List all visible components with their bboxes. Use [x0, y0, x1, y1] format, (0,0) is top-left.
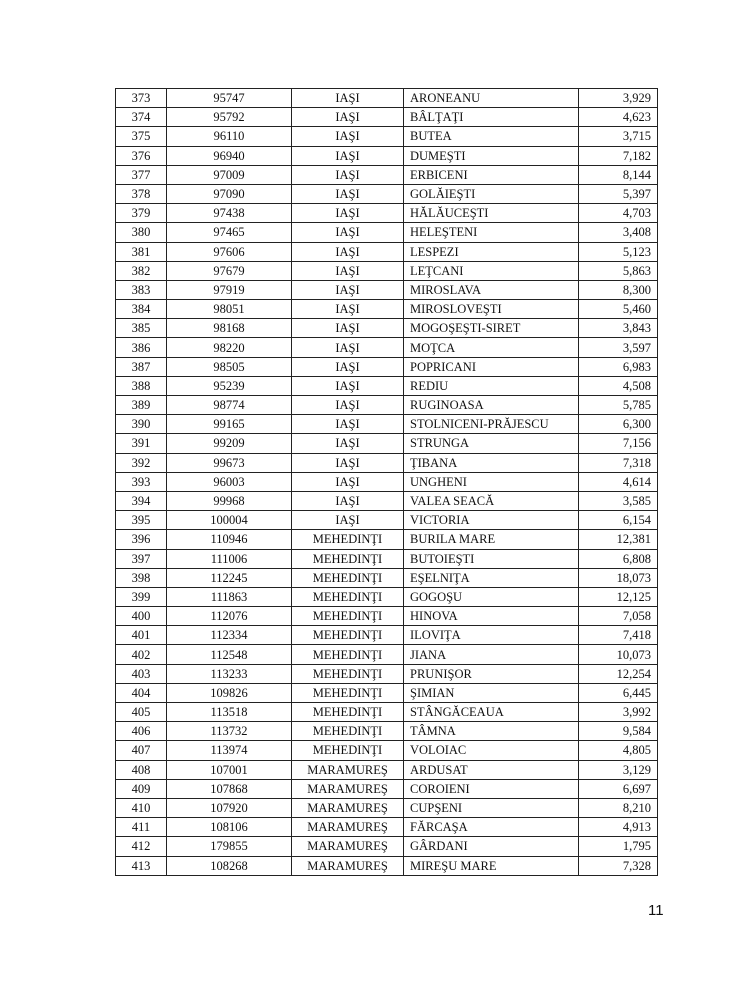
county-cell: MEHEDINŢI — [292, 626, 404, 645]
table-row — [116, 338, 658, 357]
value-cell: 7,318 — [579, 453, 658, 472]
locality-cell: UNGHENI — [404, 472, 579, 491]
row-number-cell: 381 — [116, 242, 167, 261]
value-cell: 12,254 — [579, 664, 658, 683]
table-row — [116, 837, 658, 856]
table-row — [116, 146, 658, 165]
county-cell: MEHEDINŢI — [292, 741, 404, 760]
row-number-cell: 378 — [116, 184, 167, 203]
locality-cell: ERBICENI — [404, 165, 579, 184]
code-cell: 95747 — [167, 89, 292, 108]
value-cell: 12,381 — [579, 530, 658, 549]
code-cell: 113233 — [167, 664, 292, 683]
county-cell: MARAMUREŞ — [292, 798, 404, 817]
locality-cell: GÂRDANI — [404, 837, 579, 856]
locality-cell: EŞELNIŢA — [404, 568, 579, 587]
value-cell: 8,210 — [579, 798, 658, 817]
code-cell: 112076 — [167, 607, 292, 626]
row-number-cell: 398 — [116, 568, 167, 587]
value-cell: 7,182 — [579, 146, 658, 165]
locality-cell: TÂMNA — [404, 722, 579, 741]
table-row — [116, 530, 658, 549]
county-cell: IAŞI — [292, 453, 404, 472]
locality-cell: STRUNGA — [404, 434, 579, 453]
row-number-cell: 406 — [116, 722, 167, 741]
table-row — [116, 204, 658, 223]
locality-cell: GOGOŞU — [404, 587, 579, 606]
table-row — [116, 798, 658, 817]
county-cell: MARAMUREŞ — [292, 856, 404, 875]
table-row — [116, 511, 658, 530]
county-cell: IAŞI — [292, 396, 404, 415]
row-number-cell: 383 — [116, 280, 167, 299]
value-cell: 18,073 — [579, 568, 658, 587]
county-cell: MARAMUREŞ — [292, 779, 404, 798]
locality-cell: VICTORIA — [404, 511, 579, 530]
locality-cell: BUTOIEŞTI — [404, 549, 579, 568]
locality-cell: HINOVA — [404, 607, 579, 626]
county-cell: MEHEDINŢI — [292, 568, 404, 587]
code-cell: 111006 — [167, 549, 292, 568]
row-number-cell: 397 — [116, 549, 167, 568]
table-row — [116, 300, 658, 319]
value-cell: 9,584 — [579, 722, 658, 741]
locality-cell: FĂRCAŞA — [404, 818, 579, 837]
localities-table — [115, 88, 658, 876]
code-cell: 107920 — [167, 798, 292, 817]
locality-cell: BUTEA — [404, 127, 579, 146]
locality-cell: ARONEANU — [404, 89, 579, 108]
code-cell: 113518 — [167, 703, 292, 722]
row-number-cell: 375 — [116, 127, 167, 146]
locality-cell: VALEA SEACĂ — [404, 491, 579, 510]
county-cell: MEHEDINŢI — [292, 530, 404, 549]
value-cell: 7,418 — [579, 626, 658, 645]
locality-cell: RUGINOASA — [404, 396, 579, 415]
row-number-cell: 395 — [116, 511, 167, 530]
value-cell: 4,623 — [579, 108, 658, 127]
table-row — [116, 722, 658, 741]
county-cell: MEHEDINŢI — [292, 664, 404, 683]
county-cell: MEHEDINŢI — [292, 722, 404, 741]
value-cell: 1,795 — [579, 837, 658, 856]
row-number-cell: 387 — [116, 357, 167, 376]
code-cell: 97438 — [167, 204, 292, 223]
code-cell: 98220 — [167, 338, 292, 357]
table-row — [116, 491, 658, 510]
value-cell: 6,983 — [579, 357, 658, 376]
locality-cell: ARDUSAT — [404, 760, 579, 779]
county-cell: IAŞI — [292, 319, 404, 338]
county-cell: MEHEDINŢI — [292, 645, 404, 664]
table-row — [116, 760, 658, 779]
county-cell: IAŞI — [292, 415, 404, 434]
value-cell: 6,697 — [579, 779, 658, 798]
row-number-cell: 400 — [116, 607, 167, 626]
table-row — [116, 127, 658, 146]
county-cell: IAŞI — [292, 89, 404, 108]
row-number-cell: 392 — [116, 453, 167, 472]
row-number-cell: 408 — [116, 760, 167, 779]
value-cell: 3,597 — [579, 338, 658, 357]
table-row — [116, 568, 658, 587]
table-row — [116, 587, 658, 606]
row-number-cell: 380 — [116, 223, 167, 242]
locality-cell: STÂNGĂCEAUA — [404, 703, 579, 722]
value-cell: 8,300 — [579, 280, 658, 299]
table-row — [116, 703, 658, 722]
county-cell: IAŞI — [292, 127, 404, 146]
code-cell: 109826 — [167, 683, 292, 702]
value-cell: 4,805 — [579, 741, 658, 760]
code-cell: 100004 — [167, 511, 292, 530]
county-cell: IAŞI — [292, 204, 404, 223]
code-cell: 98505 — [167, 357, 292, 376]
code-cell: 97679 — [167, 261, 292, 280]
row-number-cell: 411 — [116, 818, 167, 837]
county-cell: IAŞI — [292, 261, 404, 280]
table-row — [116, 415, 658, 434]
code-cell: 95792 — [167, 108, 292, 127]
locality-cell: MIROSLAVA — [404, 280, 579, 299]
row-number-cell: 391 — [116, 434, 167, 453]
locality-cell: MIROSLOVEŞTI — [404, 300, 579, 319]
code-cell: 107868 — [167, 779, 292, 798]
county-cell: IAŞI — [292, 434, 404, 453]
county-cell: MARAMUREŞ — [292, 760, 404, 779]
county-cell: MEHEDINŢI — [292, 607, 404, 626]
locality-cell: REDIU — [404, 376, 579, 395]
value-cell: 5,397 — [579, 184, 658, 203]
table-row — [116, 357, 658, 376]
row-number-cell: 401 — [116, 626, 167, 645]
county-cell: IAŞI — [292, 491, 404, 510]
value-cell: 3,408 — [579, 223, 658, 242]
table-row — [116, 626, 658, 645]
value-cell: 7,328 — [579, 856, 658, 875]
code-cell: 98168 — [167, 319, 292, 338]
code-cell: 113732 — [167, 722, 292, 741]
table-row — [116, 108, 658, 127]
code-cell: 113974 — [167, 741, 292, 760]
row-number-cell: 399 — [116, 587, 167, 606]
table-row — [116, 779, 658, 798]
table-row — [116, 607, 658, 626]
table-row — [116, 319, 658, 338]
code-cell: 96003 — [167, 472, 292, 491]
row-number-cell: 376 — [116, 146, 167, 165]
table-row — [116, 683, 658, 702]
county-cell: IAŞI — [292, 108, 404, 127]
table-row — [116, 165, 658, 184]
row-number-cell: 390 — [116, 415, 167, 434]
row-number-cell: 377 — [116, 165, 167, 184]
locality-cell: BÂLŢAŢI — [404, 108, 579, 127]
row-number-cell: 373 — [116, 89, 167, 108]
locality-cell: ŞIMIAN — [404, 683, 579, 702]
locality-cell: MOGOŞEŞTI-SIRET — [404, 319, 579, 338]
code-cell: 97009 — [167, 165, 292, 184]
locality-cell: MIREŞU MARE — [404, 856, 579, 875]
county-cell: MEHEDINŢI — [292, 683, 404, 702]
locality-cell: CUPŞENI — [404, 798, 579, 817]
value-cell: 4,508 — [579, 376, 658, 395]
locality-cell: ILOVIŢA — [404, 626, 579, 645]
code-cell: 107001 — [167, 760, 292, 779]
table-row — [116, 453, 658, 472]
table-body — [116, 89, 658, 876]
locality-cell: HĂLĂUCEŞTI — [404, 204, 579, 223]
row-number-cell: 386 — [116, 338, 167, 357]
table-row — [116, 376, 658, 395]
value-cell: 4,614 — [579, 472, 658, 491]
code-cell: 179855 — [167, 837, 292, 856]
county-cell: MARAMUREŞ — [292, 818, 404, 837]
row-number-cell: 410 — [116, 798, 167, 817]
value-cell: 12,125 — [579, 587, 658, 606]
row-number-cell: 394 — [116, 491, 167, 510]
table-row — [116, 396, 658, 415]
code-cell: 99209 — [167, 434, 292, 453]
code-cell: 98051 — [167, 300, 292, 319]
code-cell: 96110 — [167, 127, 292, 146]
row-number-cell: 382 — [116, 261, 167, 280]
row-number-cell: 404 — [116, 683, 167, 702]
table-row — [116, 741, 658, 760]
county-cell: IAŞI — [292, 376, 404, 395]
value-cell: 6,154 — [579, 511, 658, 530]
value-cell: 5,863 — [579, 261, 658, 280]
county-cell: IAŞI — [292, 146, 404, 165]
value-cell: 3,929 — [579, 89, 658, 108]
code-cell: 112245 — [167, 568, 292, 587]
table-row — [116, 280, 658, 299]
locality-cell: DUMEŞTI — [404, 146, 579, 165]
table-row — [116, 184, 658, 203]
value-cell: 3,585 — [579, 491, 658, 510]
value-cell: 3,715 — [579, 127, 658, 146]
table-row — [116, 856, 658, 875]
row-number-cell: 402 — [116, 645, 167, 664]
value-cell: 8,144 — [579, 165, 658, 184]
value-cell: 4,913 — [579, 818, 658, 837]
code-cell: 112548 — [167, 645, 292, 664]
locality-cell: BURILA MARE — [404, 530, 579, 549]
county-cell: IAŞI — [292, 223, 404, 242]
code-cell: 99165 — [167, 415, 292, 434]
row-number-cell: 396 — [116, 530, 167, 549]
code-cell: 108106 — [167, 818, 292, 837]
page-number: 11 — [648, 902, 664, 919]
row-number-cell: 379 — [116, 204, 167, 223]
code-cell: 96940 — [167, 146, 292, 165]
value-cell: 5,123 — [579, 242, 658, 261]
row-number-cell: 388 — [116, 376, 167, 395]
table-row — [116, 434, 658, 453]
county-cell: IAŞI — [292, 184, 404, 203]
locality-cell: VOLOIAC — [404, 741, 579, 760]
locality-cell: MOŢCA — [404, 338, 579, 357]
value-cell: 3,129 — [579, 760, 658, 779]
row-number-cell: 385 — [116, 319, 167, 338]
code-cell: 111863 — [167, 587, 292, 606]
county-cell: IAŞI — [292, 242, 404, 261]
table-row — [116, 645, 658, 664]
county-cell: MEHEDINŢI — [292, 703, 404, 722]
row-number-cell: 384 — [116, 300, 167, 319]
value-cell: 7,156 — [579, 434, 658, 453]
value-cell: 6,445 — [579, 683, 658, 702]
row-number-cell: 403 — [116, 664, 167, 683]
value-cell: 7,058 — [579, 607, 658, 626]
row-number-cell: 374 — [116, 108, 167, 127]
table-row — [116, 818, 658, 837]
county-cell: IAŞI — [292, 300, 404, 319]
county-cell: IAŞI — [292, 338, 404, 357]
code-cell: 99673 — [167, 453, 292, 472]
locality-cell: LESPEZI — [404, 242, 579, 261]
code-cell: 97465 — [167, 223, 292, 242]
code-cell: 95239 — [167, 376, 292, 395]
row-number-cell: 405 — [116, 703, 167, 722]
value-cell: 6,300 — [579, 415, 658, 434]
code-cell: 97090 — [167, 184, 292, 203]
locality-cell: GOLĂIEŞTI — [404, 184, 579, 203]
code-cell: 112334 — [167, 626, 292, 645]
county-cell: IAŞI — [292, 357, 404, 376]
table-row — [116, 242, 658, 261]
locality-cell: ŢIBANA — [404, 453, 579, 472]
value-cell: 10,073 — [579, 645, 658, 664]
value-cell: 3,843 — [579, 319, 658, 338]
row-number-cell: 412 — [116, 837, 167, 856]
locality-cell: COROIENI — [404, 779, 579, 798]
county-cell: IAŞI — [292, 472, 404, 491]
value-cell: 6,808 — [579, 549, 658, 568]
row-number-cell: 389 — [116, 396, 167, 415]
locality-cell: JIANA — [404, 645, 579, 664]
row-number-cell: 413 — [116, 856, 167, 875]
code-cell: 108268 — [167, 856, 292, 875]
county-cell: MARAMUREŞ — [292, 837, 404, 856]
code-cell: 99968 — [167, 491, 292, 510]
code-cell: 110946 — [167, 530, 292, 549]
table-row — [116, 664, 658, 683]
code-cell: 97606 — [167, 242, 292, 261]
value-cell: 5,460 — [579, 300, 658, 319]
county-cell: IAŞI — [292, 280, 404, 299]
row-number-cell: 407 — [116, 741, 167, 760]
locality-cell: STOLNICENI-PRĂJESCU — [404, 415, 579, 434]
county-cell: IAŞI — [292, 165, 404, 184]
value-cell: 3,992 — [579, 703, 658, 722]
county-cell: IAŞI — [292, 511, 404, 530]
locality-cell: PRUNIŞOR — [404, 664, 579, 683]
table-row — [116, 89, 658, 108]
table-row — [116, 472, 658, 491]
locality-cell: LEŢCANI — [404, 261, 579, 280]
table-row — [116, 261, 658, 280]
locality-cell: HELEŞTENI — [404, 223, 579, 242]
county-cell: MEHEDINŢI — [292, 549, 404, 568]
code-cell: 98774 — [167, 396, 292, 415]
value-cell: 4,703 — [579, 204, 658, 223]
county-cell: MEHEDINŢI — [292, 587, 404, 606]
table-row — [116, 549, 658, 568]
value-cell: 5,785 — [579, 396, 658, 415]
row-number-cell: 393 — [116, 472, 167, 491]
code-cell: 97919 — [167, 280, 292, 299]
row-number-cell: 409 — [116, 779, 167, 798]
table-row — [116, 223, 658, 242]
locality-cell: POPRICANI — [404, 357, 579, 376]
